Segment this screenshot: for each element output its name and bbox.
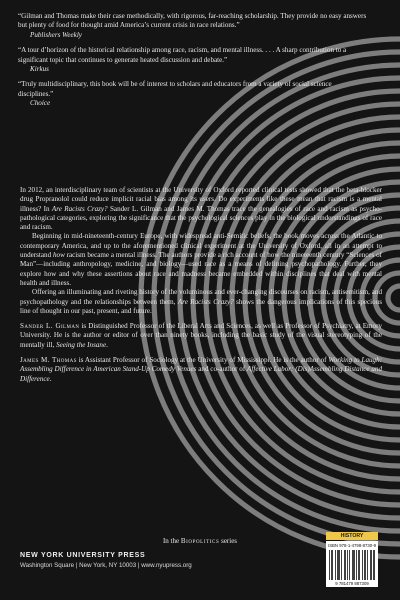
barcode-bar xyxy=(359,550,360,580)
author-name: Sander L. Gilman xyxy=(20,322,80,331)
subject-category-badge: HISTORY xyxy=(326,532,378,540)
barcode-bar xyxy=(354,550,355,580)
author-bio-gilman: Sander L. Gilman is Distinguished Professor of the Liberal Arts and Sciences, as well as Professor of Psychiatry, at Emory University. He is the author or editor of over than ninety books, including the basic study of the visual stereotyping of the mentally ill, Seeing the Insane. xyxy=(20,322,382,349)
barcode-bar xyxy=(370,550,371,580)
praise-blurbs xyxy=(18,12,368,115)
barcode-bar xyxy=(345,550,346,580)
publisher-block xyxy=(20,552,192,569)
book-description xyxy=(20,186,382,384)
isbn-barcode xyxy=(326,541,378,587)
barcode-digits: 9 781479 887309 xyxy=(335,581,369,586)
barcode-bar xyxy=(338,550,339,580)
barcode-bar xyxy=(332,550,333,580)
isbn-label: ISBN 978-1-4798-8730-9 xyxy=(328,543,377,548)
blurb-text: “Truly multidisciplinary, this book will be of interest to scholars and educators from a variety of social science disciplines.” xyxy=(18,80,332,98)
barcode-bars xyxy=(329,550,375,580)
barcode-bar xyxy=(347,550,348,580)
series-line: In the Biopolitics series xyxy=(162,537,238,545)
barcode-bar xyxy=(373,550,374,580)
blurb-source: Publishers Weekly xyxy=(30,30,82,39)
blurb-text: “A tour d’horizon of the historical relationship among race, racism, and mental illness. . . . A sharp contribution to a significant topic that continues to generate heated discussion and debate.” xyxy=(18,46,347,64)
barcode-bar xyxy=(353,550,354,580)
author-name: James M. Thomas xyxy=(20,356,77,365)
barcode-bar xyxy=(365,550,366,580)
barcode-bar xyxy=(331,550,332,580)
description-paragraph-3: Offering an illuminating and riveting history of the voluminous and ever-changing discourses on racism, antisemitism, and psychopathology and the relationships between them, Are Racists Crazy? shows the dangerous implications of this specious line of thought in our past, present, and future. xyxy=(20,288,382,315)
barcode-bar xyxy=(349,550,350,580)
barcode-bar xyxy=(335,550,336,580)
barcode-bar xyxy=(352,550,353,580)
description-paragraph-2: Beginning in mid-nineteenth-century Europe, with widespread anti-Semitic beliefs, the book moves across the Atlantic to contemporary America, and up to the aforementioned clinical experiment at the University of Oxford, all in an attempt to understand how racism became a mental illness. The authors provide a rich account of how the nineteenth century “Sciences of Man”—including anthropology, medicine, and biology—used race as a means of defining psychopathology. Further, they explore how and why these assertions about race and madness became embedded within disciplines that deal with mental health and illness. xyxy=(20,232,382,287)
barcode-bar xyxy=(371,550,372,580)
barcode-bar xyxy=(358,550,359,580)
barcode-bar xyxy=(356,550,357,580)
blurb-source: Kirkus xyxy=(30,65,49,74)
barcode-bar xyxy=(329,550,330,580)
barcode-bar xyxy=(339,550,340,580)
description-paragraph-1: In 2012, an interdisciplinary team of scientists at the University of Oxford reported clinical tests showed that the beta-blocker drug Propranolol could reduce implicit racial bias among its users. Do experiments like these mean that racism is a mental illness? In Are Racists Crazy? Sander L. Gilman and James M. Thomas trace the genealogies of race and racism as psycho-pathological categories, exploring the significance that the psychological sciences play in the biological understandings of race and racism. xyxy=(20,186,383,232)
book-title: Are Racists Crazy? xyxy=(51,204,108,213)
barcode-bar xyxy=(374,550,375,580)
blurb-choice xyxy=(18,80,368,108)
blurb-publishers-weekly xyxy=(18,12,368,40)
barcode-bar xyxy=(362,550,363,580)
author-bio-thomas: James M. Thomas is Assistant Professor of Sociology at the University of Mississippi. He is the author of Working to Laugh: Assembling Difference in American Stand-Up Comedy Venues and co-author of Affective Labor: (Dis)Assembling Distance and Difference. xyxy=(20,356,382,383)
book-title: Are Racists Crazy? xyxy=(177,297,234,306)
blurb-text: “Gilman and Thomas make their case methodically, with rigorous, far-reaching scholarship. They provide no easy answers but plenty of food for thought amid America’s current crisis in race relations.” xyxy=(18,12,367,30)
barcode-bar xyxy=(337,550,338,580)
barcode-bar xyxy=(367,550,368,580)
series-name: Biopolitics xyxy=(180,537,220,545)
barcode-bar xyxy=(341,550,342,580)
blurb-source: Choice xyxy=(30,99,51,108)
barcode-bar xyxy=(344,550,345,580)
blurb-kirkus xyxy=(18,46,368,74)
publisher-name: NEW YORK UNIVERSITY PRESS xyxy=(20,552,146,559)
publisher-address: Washington Square | New York, NY 10003 | www.nyupress.org xyxy=(20,562,192,569)
barcode-bar xyxy=(364,550,365,580)
